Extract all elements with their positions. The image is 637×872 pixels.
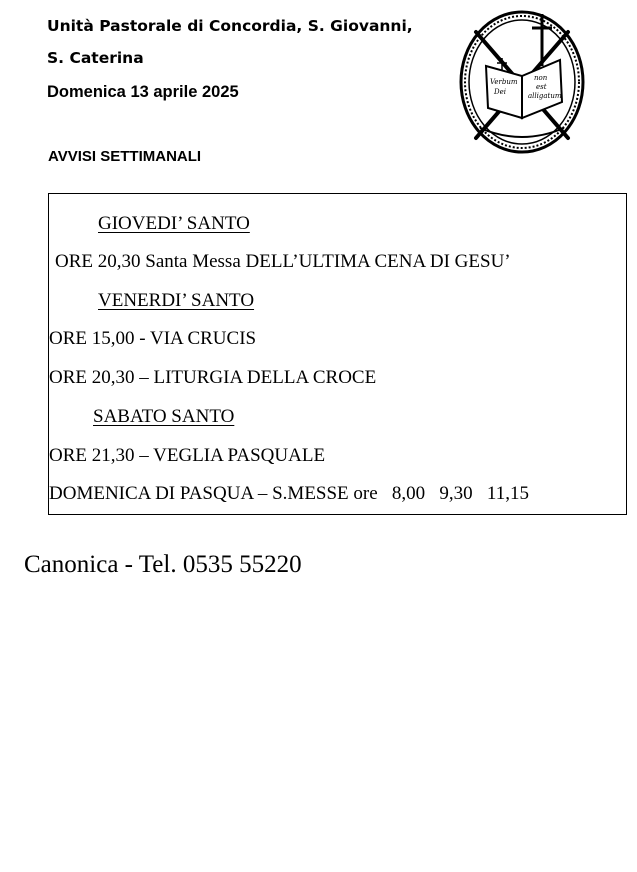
seal-text-right-2: est [536,83,547,91]
venerdi-santo-heading: VENERDI’ SANTO [98,290,255,311]
parish-seal-icon [458,8,586,156]
giovedi-santo-mass: ORE 20,30 Santa Messa DELL’ULTIMA CENA DI GESU’ [55,251,511,272]
seal-text-right-1: non [534,74,548,82]
parish-name-line2: S. Caterina [47,49,144,67]
seal-text-left-1: Verbum [490,78,518,86]
veglia-pasquale-line: ORE 21,30 – VEGLIA PASQUALE [49,445,326,466]
via-crucis-line: ORE 15,00 - VIA CRUCIS [49,328,257,349]
seal-text-right-3: alligatum [528,92,562,100]
bulletin-date: Domenica 13 aprile 2025 [47,83,239,101]
seal-text-left-2: Dei [494,88,506,96]
giovedi-santo-heading: GIOVEDI’ SANTO [98,213,250,234]
section-title: AVVISI SETTIMANALI [48,148,202,165]
contact-phone: Canonica - Tel. 0535 55220 [24,551,302,578]
notices-box [48,193,627,515]
pasqua-masses-line: DOMENICA DI PASQUA – S.MESSE ore 8,00 9,30 11,15 [49,483,529,504]
liturgia-croce-line: ORE 20,30 – LITURGIA DELLA CROCE [49,367,377,388]
parish-name-line1: Unità Pastorale di Concordia, S. Giovanni, [47,17,413,35]
sabato-santo-heading: SABATO SANTO [93,406,235,427]
